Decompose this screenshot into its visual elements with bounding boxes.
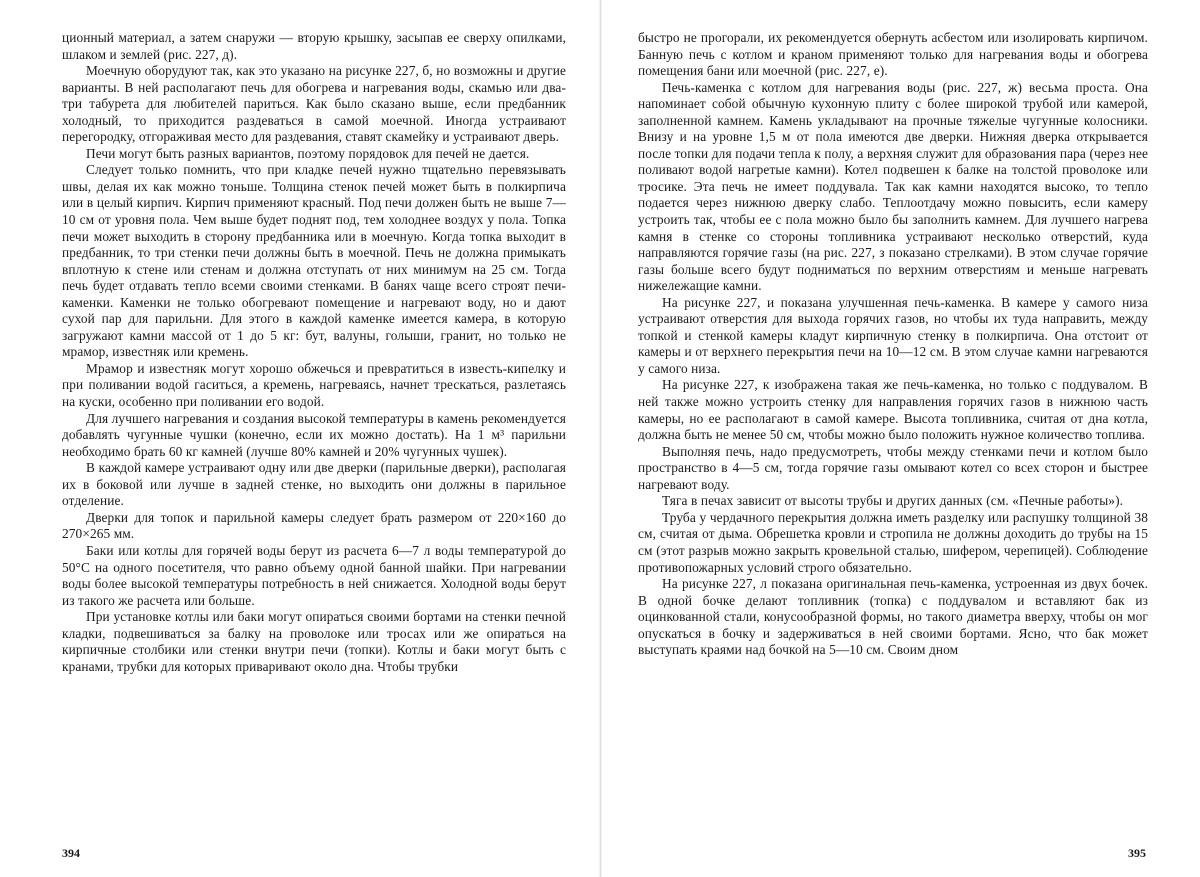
paragraph: Следует только помнить, что при кладке печей нужно тщательно перевязывать швы, делая их как можно тоньше. Толщина стенок печей может быть в полкирпича или в целый кирпич. Кирпич применяют красный. Под печи должен быть не выше 7—10 см от уровня пола. Чем выше будет поднят под, тем холоднее воздух у пола. Топка печи может выходить в сторону предбанника или в моечную. Когда топка выходит в предбанник, то три стенки печи должны быть в моечной. Печь не должна примыкать вплотную к стене или стенам и должна отступать от них минимум на 25 см. Тогда печь будет отдавать тепло всеми своими стенками. В банях чаще всего строят печи-каменки. Каменки не только обогревают помещение и нагревают воду, но и дают сухой пар для парильни. Для этого в каждой каменке имеется камера, в которую загружают камни массой от 1 до 5 кг: бут, валуны, голыши, гранит, но только не мрамор, известняк или кремень. <box>62 162 566 360</box>
paragraph: На рисунке 227, к изображена такая же печь-каменка, но только с поддувалом. В ней также можно устроить стенку для направления горячих газов в нижнюю часть камеры, но ее располагают в самой камере. Высота топливника, считая от дна котла, должна быть не менее 50 см, чтобы можно было положить нужное количество топлива. <box>638 377 1148 443</box>
paragraph: При установке котлы или баки могут опираться своими бортами на стенки печной кладки, подвешиваться за балку на проволоке или тросах или же опираться на кирпичные столбики или стенки внутри печи (топки). Котлы и баки могут быть с кранами, трубки для которых приваривают около дна. Чтобы трубки <box>62 609 566 674</box>
paragraph: Труба у чердачного перекрытия должна иметь разделку или распушку толщиной 38 см, считая от дыма. Обрешетка кровли и стропила не должны доходить до трубы на 15 см (этот разрыв можно закрыть кровельной сталью, шифером, черепицей). Соблюдение противопожарных условий строго обязательно. <box>638 509 1148 575</box>
paragraph: Тяга в печах зависит от высоты трубы и других данных (см. «Печные работы»). <box>662 493 1124 509</box>
paragraph: Дверки для топок и парильной камеры следует брать размером от 220×160 до 270×265 мм. <box>62 509 566 542</box>
paragraph: Для лучшего нагревания и создания высокой температуры в камень рекомендуется добавлять чугунные чушки (конечно, если их можно достать). На 1 м³ парильни необходимо брать 60 кг камней (лучше 80% камней и 20% чугунных чушек). <box>62 410 566 459</box>
paragraph: ционный материал, а затем снаружи — вторую крышку, засыпав ее сверху опилками, шлаком и землей (рис. 227, д). <box>62 30 566 62</box>
right-page-text <box>638 30 1148 659</box>
paragraph: Мрамор и известняк могут хорошо обжечься и превратиться в известь-кипелку и при поливании водой гаситься, а кремень, нагреваясь, начнет трескаться, разлетаясь на куски, особенно при поливании его водой. <box>62 360 566 410</box>
paragraph: Печи могут быть разных вариантов, поэтому порядовок для печей не дается. <box>86 145 530 161</box>
paragraph: Баки или котлы для горячей воды берут из расчета 6—7 л воды температурой до 50°С на одного посетителя, что равно объему одной банной шайки. При нагревании воды более высокой температуры потребность в ней снижается. Холодной воды берут из такого же расчета или больше. <box>62 542 566 608</box>
paragraph: Выполняя печь, надо предусмотреть, чтобы между стенками печи и котлом было пространство в 4—5 см, тогда горячие газы омывают котел со всех сторон и быстрее нагревают воду. <box>638 443 1148 492</box>
paragraph: На рисунке 227, и показана улучшенная печь-каменка. В камере у самого низа устраивают отверстия для выхода горячих газов, но чтобы их туда направить, между топкой и стенкой камеры кладут кирпичную стенку в полкирпича. Она отстоит от камеры и от верхнего перекрытия печи на 10—12 см. В этом случае камни нагреваются у самого низа. <box>638 294 1148 376</box>
left-page <box>62 30 566 860</box>
paragraph: На рисунке 227, л показана оригинальная печь-каменка, устроенная из двух бочек. В одной бочке делают топливник (топка) с поддувалом и вставляют бак из оцинкованной стали, конусообразной формы, но такого диаметра вверху, чтобы он мог опускаться в бочку и задерживаться в ней своими бортами. Ясно, что бак может выступать краями над бочкой на 5—10 см. Своим дном <box>638 576 1148 658</box>
page-gutter <box>599 0 602 877</box>
paragraph: быстро не прогорали, их рекомендуется обернуть асбестом или изолировать кирпичом. Банную печь с котлом и краном применяют только для нагревания воды и обогрева помещения бани или моечной (рис. 227, е). <box>638 30 1148 79</box>
paragraph: В каждой камере устраивают одну или две дверки (парильные дверки), располагая их в боковой или лучше в задней стенке, но выходить они должны в парильное отделение. <box>62 460 566 509</box>
left-page-text <box>62 30 566 675</box>
paragraph: Печь-каменка с котлом для нагревания воды (рис. 227, ж) весьма проста. Она напоминает собой обычную кухонную плиту с более широкой трубой или камерой, заполненной камнем. Камень укладывают на прочные тяжелые чугунные колосники. Внизу и на уровне 1,5 м от пола имеются две дверки. Нижняя дверка открывается после топки для подачи тепла к полу, а верхняя служит для образования пара (через нее поливают водой нагретые камни). Котел подвешен к балке на толстой проволоке или тросике. Эта печь не имеет поддувала. Так как камни находятся высоко, то тепло подается через нижнюю дверку слабо. Теплоотдачу можно повысить, если камеру устроить так, чтобы ее с пола можно было бы заполнить камнем. Для лучшего нагрева камня в стенке со стороны топливника устраивают несколько отверстий, куда направляются горячие газы (на рис. 227, з показано стрелками). В этом случае горячие газы больше всего будут подниматься по верхним отверстиям и меньше нагревать нижележащие камни. <box>638 79 1148 294</box>
page-number-left: 394 <box>62 846 80 860</box>
page-number-right: 395 <box>1128 846 1146 860</box>
right-page <box>638 30 1148 860</box>
paragraph: Моечную оборудуют так, как это указано на рисунке 227, б, но возможны и другие варианты. В ней располагают печь для обогрева и нагревания воды, скамью или два-три табурета для любителей париться. Как было сказано выше, если предбанник холодный, то приходится раздеваться в самой моечной. Иногда устраивают перегородку, отгораживая место для раздевания, ставят скамейку и устраивают дверь. <box>62 63 566 145</box>
